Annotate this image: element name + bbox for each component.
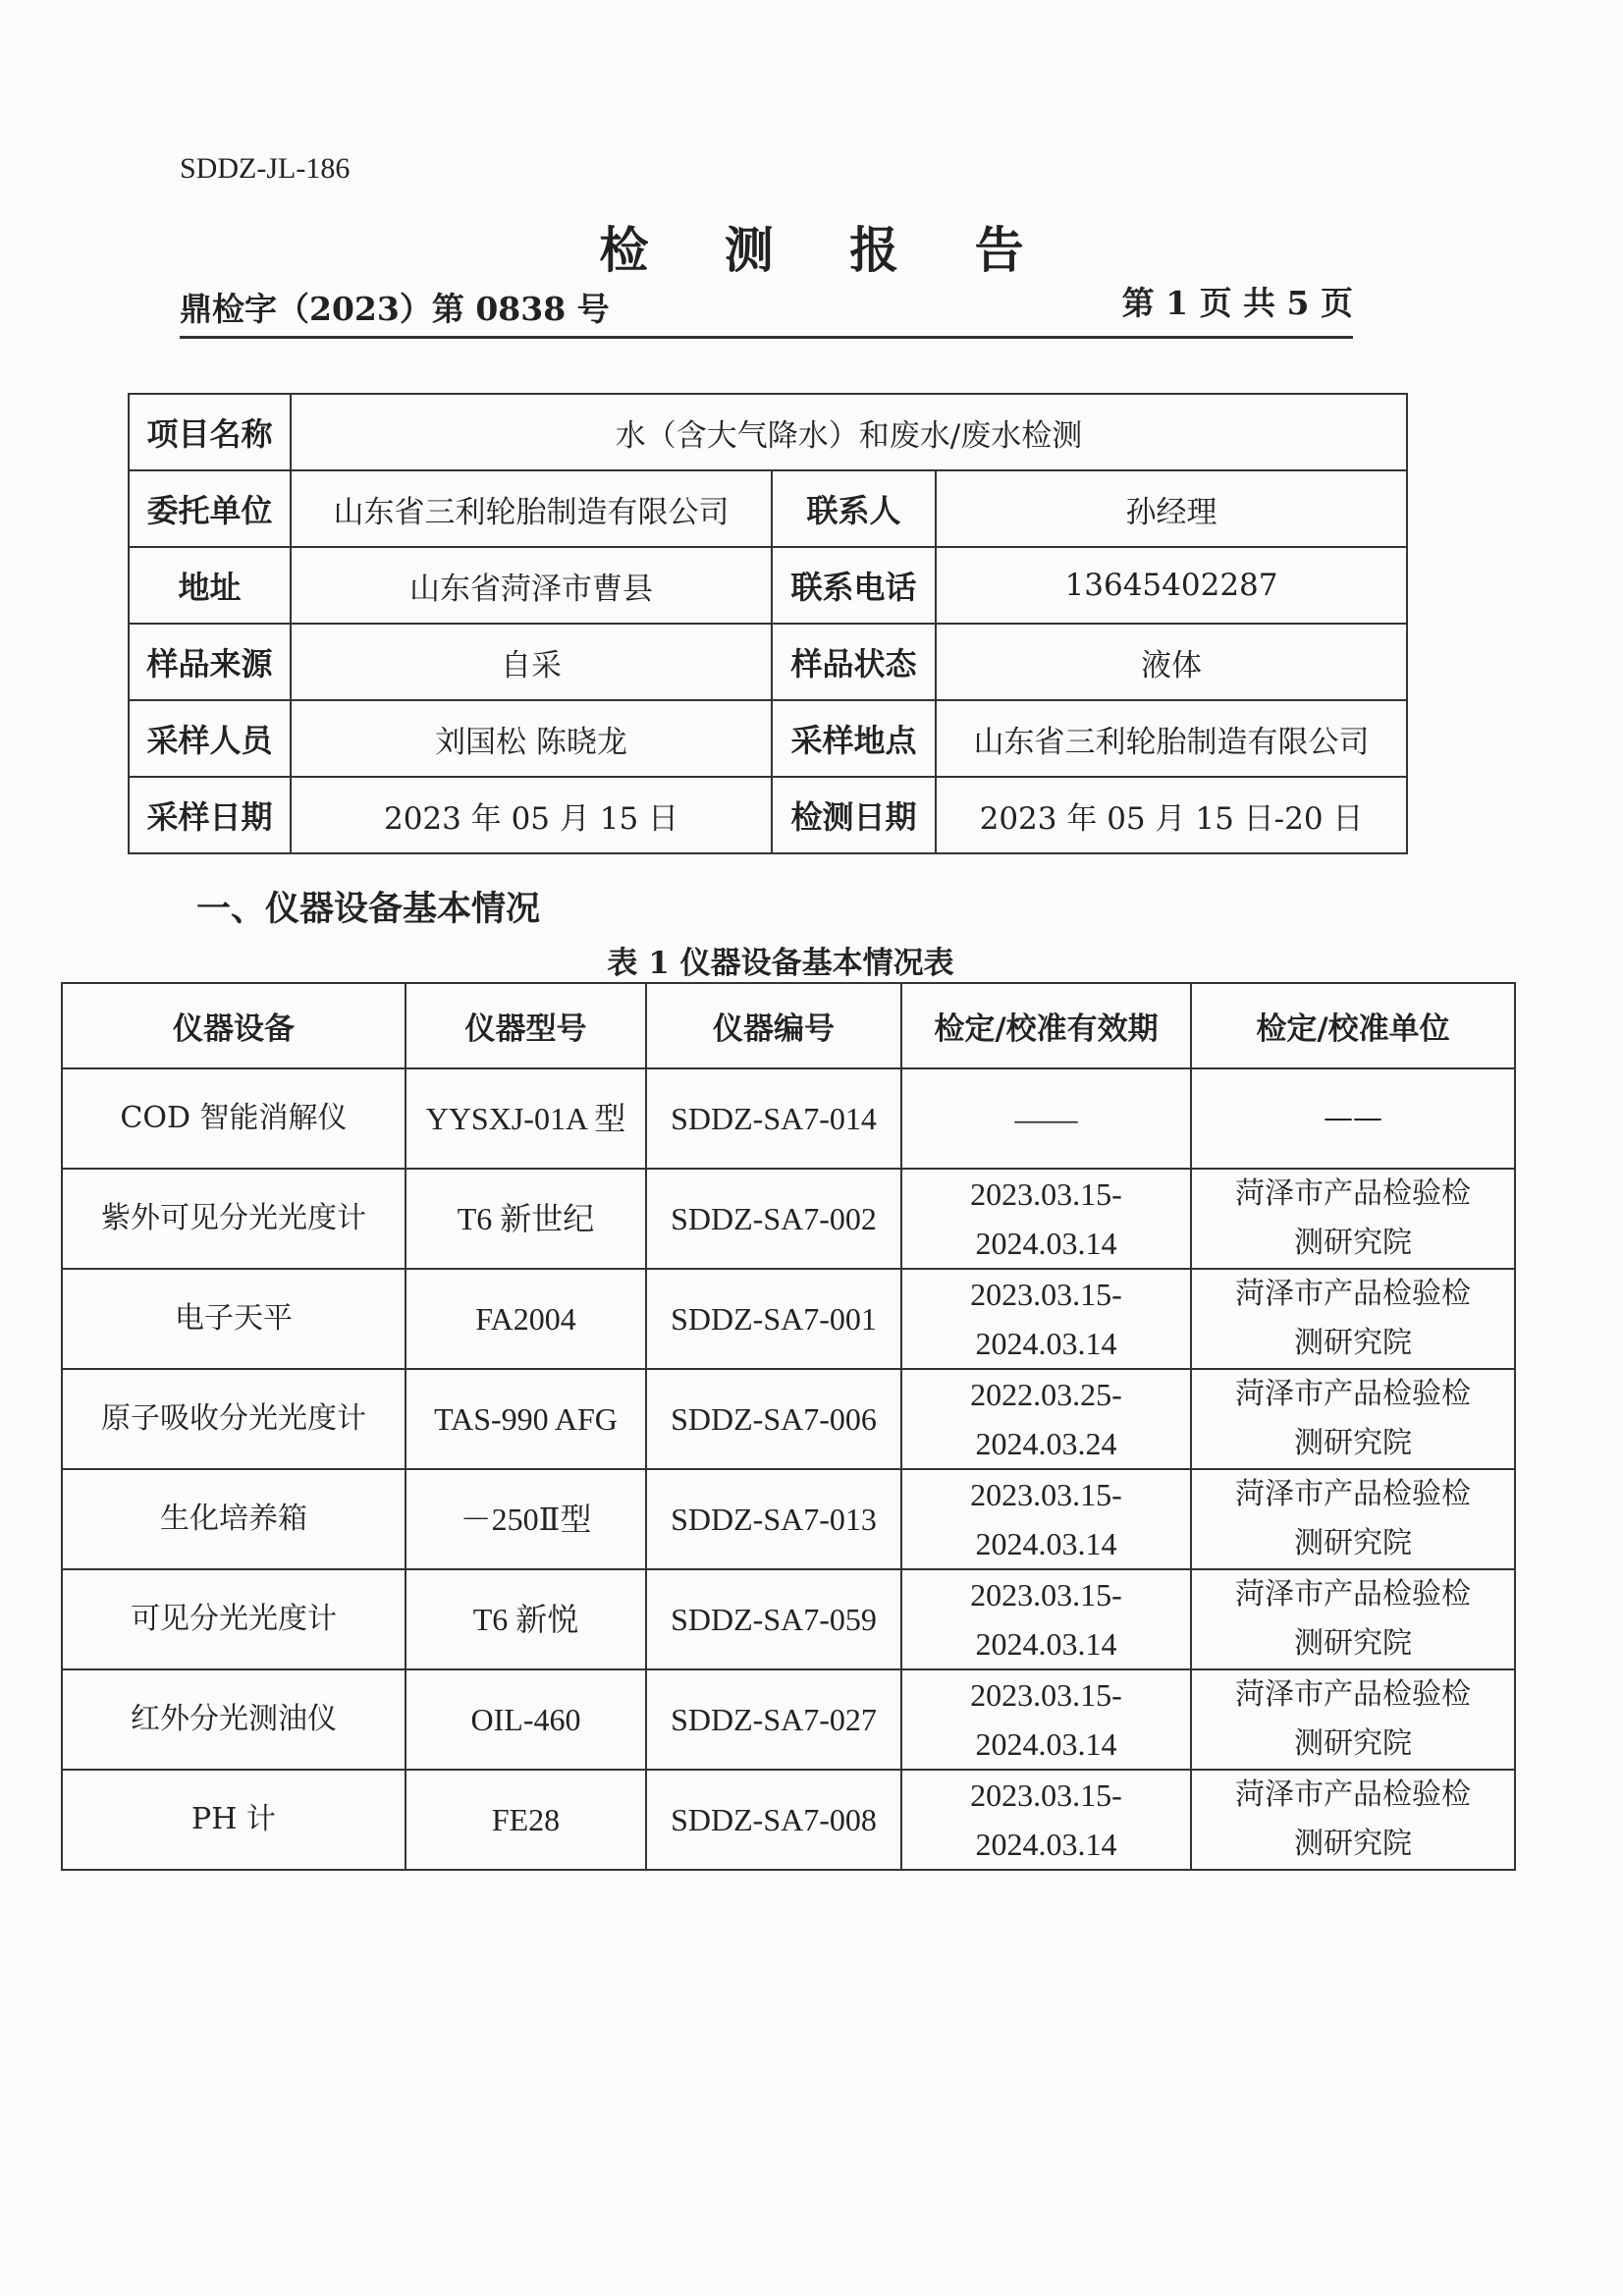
document-code: SDDZ-JL-186 bbox=[180, 152, 351, 185]
validity-cell bbox=[901, 1269, 1191, 1369]
sampling-date-value: 2023 年 05 月 15 日 bbox=[291, 777, 772, 853]
validity-to: 2024.03.14 bbox=[975, 1526, 1117, 1561]
header-calibration-unit: 检定/校准单位 bbox=[1191, 983, 1515, 1068]
info-row-sampler bbox=[129, 700, 1407, 777]
validity-from: 2023.03.15- bbox=[970, 1677, 1122, 1713]
sampler-value: 刘国松 陈晓龙 bbox=[291, 700, 772, 777]
calibration-unit-line2: 测研究院 bbox=[1294, 1827, 1412, 1861]
info-row-address bbox=[129, 547, 1407, 624]
page-indicator: 第 1 页 共 5 页 bbox=[1121, 284, 1353, 322]
validity-from: 2023.03.15- bbox=[970, 1777, 1122, 1813]
header-code: 仪器编号 bbox=[646, 983, 901, 1068]
calibration-unit-line1: 菏泽市产品检验检 bbox=[1235, 1777, 1471, 1812]
equipment-model: YYSXJ-01A 型 bbox=[406, 1068, 646, 1169]
validity-to: 2024.03.14 bbox=[975, 1726, 1117, 1762]
equipment-code: SDDZ-SA7-014 bbox=[646, 1068, 901, 1169]
sample-state-value: 液体 bbox=[936, 624, 1407, 700]
validity-to: 2024.03.14 bbox=[975, 1226, 1117, 1261]
header-equipment: 仪器设备 bbox=[62, 983, 406, 1068]
calibration-unit-line2: 测研究院 bbox=[1294, 1626, 1412, 1661]
header-model: 仪器型号 bbox=[406, 983, 646, 1068]
calibration-unit-cell bbox=[1191, 1068, 1515, 1169]
project-info-table bbox=[128, 393, 1408, 854]
equipment-model: FE28 bbox=[406, 1770, 646, 1870]
table-row bbox=[62, 1169, 1515, 1269]
equipment-code: SDDZ-SA7-059 bbox=[646, 1569, 901, 1669]
equipment-model: －250Ⅱ型 bbox=[406, 1469, 646, 1569]
equipment-header-row bbox=[62, 983, 1515, 1068]
test-date-value: 2023 年 05 月 15 日-20 日 bbox=[936, 777, 1407, 853]
calibration-unit-cell bbox=[1191, 1469, 1515, 1569]
project-name-label: 项目名称 bbox=[129, 394, 291, 470]
equipment-name: 电子天平 bbox=[62, 1269, 406, 1369]
contact-label: 联系人 bbox=[772, 470, 936, 547]
phone-label: 联系电话 bbox=[772, 547, 936, 624]
calibration-unit-line2: 测研究院 bbox=[1294, 1326, 1412, 1360]
validity-cell bbox=[901, 1369, 1191, 1469]
equipment-name: COD 智能消解仪 bbox=[62, 1068, 406, 1169]
equipment-code: SDDZ-SA7-013 bbox=[646, 1469, 901, 1569]
sample-state-label: 样品状态 bbox=[772, 624, 936, 700]
reference-number: 鼎检字（2023）第 0838 号 bbox=[180, 290, 610, 328]
sampling-site-label: 采样地点 bbox=[772, 700, 936, 777]
calibration-unit-cell bbox=[1191, 1369, 1515, 1469]
client-value: 山东省三利轮胎制造有限公司 bbox=[291, 470, 772, 547]
validity-to: 2024.03.14 bbox=[975, 1326, 1117, 1361]
validity-cell bbox=[901, 1068, 1191, 1169]
calibration-unit-line2: 测研究院 bbox=[1294, 1426, 1412, 1460]
sample-source-value: 自采 bbox=[291, 624, 772, 700]
validity-from: 2022.03.25- bbox=[970, 1377, 1122, 1412]
section-heading: 一、仪器设备基本情况 bbox=[196, 889, 541, 929]
address-label: 地址 bbox=[129, 547, 291, 624]
validity-to: 2024.03.14 bbox=[975, 1827, 1117, 1862]
equipment-name: 紫外可见分光光度计 bbox=[62, 1169, 406, 1269]
validity-to: 2024.03.24 bbox=[975, 1426, 1117, 1461]
equipment-model: FA2004 bbox=[406, 1269, 646, 1369]
info-row-project bbox=[129, 394, 1407, 470]
equipment-code: SDDZ-SA7-001 bbox=[646, 1269, 901, 1369]
calibration-unit-cell bbox=[1191, 1569, 1515, 1669]
validity-from: 2023.03.15- bbox=[970, 1577, 1122, 1613]
table-row bbox=[62, 1669, 1515, 1770]
equipment-name: 生化培养箱 bbox=[62, 1469, 406, 1569]
validity-cell bbox=[901, 1669, 1191, 1770]
calibration-unit-line1: 菏泽市产品检验检 bbox=[1235, 1377, 1471, 1411]
calibration-unit-line1: 菏泽市产品检验检 bbox=[1235, 1176, 1471, 1211]
table-row bbox=[62, 1770, 1515, 1870]
equipment-model: OIL-460 bbox=[406, 1669, 646, 1770]
validity-cell bbox=[901, 1770, 1191, 1870]
table-row bbox=[62, 1269, 1515, 1369]
test-date-label: 检测日期 bbox=[772, 777, 936, 853]
calibration-unit-cell bbox=[1191, 1169, 1515, 1269]
equipment-code: SDDZ-SA7-008 bbox=[646, 1770, 901, 1870]
validity-from: 2023.03.15- bbox=[970, 1477, 1122, 1512]
reference-line bbox=[180, 277, 1353, 339]
calibration-unit-line1: 菏泽市产品检验检 bbox=[1235, 1277, 1471, 1311]
validity-from: 2023.03.15- bbox=[970, 1176, 1122, 1212]
address-value: 山东省菏泽市曹县 bbox=[291, 547, 772, 624]
equipment-name: 可见分光光度计 bbox=[62, 1569, 406, 1669]
table-row bbox=[62, 1369, 1515, 1469]
table-row bbox=[62, 1068, 1515, 1169]
equipment-code: SDDZ-SA7-006 bbox=[646, 1369, 901, 1469]
info-row-client bbox=[129, 470, 1407, 547]
equipment-code: SDDZ-SA7-002 bbox=[646, 1169, 901, 1269]
calibration-unit-line1: —— bbox=[1324, 1101, 1382, 1135]
validity-cell bbox=[901, 1169, 1191, 1269]
calibration-unit-line2: 测研究院 bbox=[1294, 1226, 1412, 1260]
calibration-unit-cell bbox=[1191, 1770, 1515, 1870]
validity-cell bbox=[901, 1569, 1191, 1669]
equipment-code: SDDZ-SA7-027 bbox=[646, 1669, 901, 1770]
phone-value: 13645402287 bbox=[936, 547, 1407, 624]
sample-source-label: 样品来源 bbox=[129, 624, 291, 700]
validity-cell bbox=[901, 1469, 1191, 1569]
validity-to: 2024.03.14 bbox=[975, 1626, 1117, 1662]
table-row bbox=[62, 1569, 1515, 1669]
calibration-unit-line2: 测研究院 bbox=[1294, 1526, 1412, 1560]
equipment-model: TAS-990 AFG bbox=[406, 1369, 646, 1469]
equipment-name: 红外分光测油仪 bbox=[62, 1669, 406, 1770]
calibration-unit-line1: 菏泽市产品检验检 bbox=[1235, 1477, 1471, 1511]
equipment-model: T6 新世纪 bbox=[406, 1169, 646, 1269]
calibration-unit-line1: 菏泽市产品检验检 bbox=[1235, 1577, 1471, 1612]
equipment-name: 原子吸收分光光度计 bbox=[62, 1369, 406, 1469]
contact-value: 孙经理 bbox=[936, 470, 1407, 547]
table-caption: 表 1 仪器设备基本情况表 bbox=[607, 946, 954, 981]
header-validity: 检定/校准有效期 bbox=[901, 983, 1191, 1068]
sampler-label: 采样人员 bbox=[129, 700, 291, 777]
sampling-date-label: 采样日期 bbox=[129, 777, 291, 853]
equipment-name: PH 计 bbox=[62, 1770, 406, 1870]
equipment-model: T6 新悦 bbox=[406, 1569, 646, 1669]
calibration-unit-line2: 测研究院 bbox=[1294, 1726, 1412, 1761]
calibration-unit-line1: 菏泽市产品检验检 bbox=[1235, 1677, 1471, 1712]
calibration-unit-cell bbox=[1191, 1269, 1515, 1369]
table-row bbox=[62, 1469, 1515, 1569]
project-name-value: 水（含大气降水）和废水/废水检测 bbox=[291, 394, 1407, 470]
info-row-source bbox=[129, 624, 1407, 700]
validity-from: —— bbox=[1014, 1101, 1078, 1136]
sampling-site-value: 山东省三利轮胎制造有限公司 bbox=[936, 700, 1407, 777]
validity-from: 2023.03.15- bbox=[970, 1277, 1122, 1312]
equipment-table bbox=[61, 982, 1516, 1871]
document-title: 检 测 报 告 bbox=[599, 221, 1054, 279]
calibration-unit-cell bbox=[1191, 1669, 1515, 1770]
info-row-dates bbox=[129, 777, 1407, 853]
client-label: 委托单位 bbox=[129, 470, 291, 547]
